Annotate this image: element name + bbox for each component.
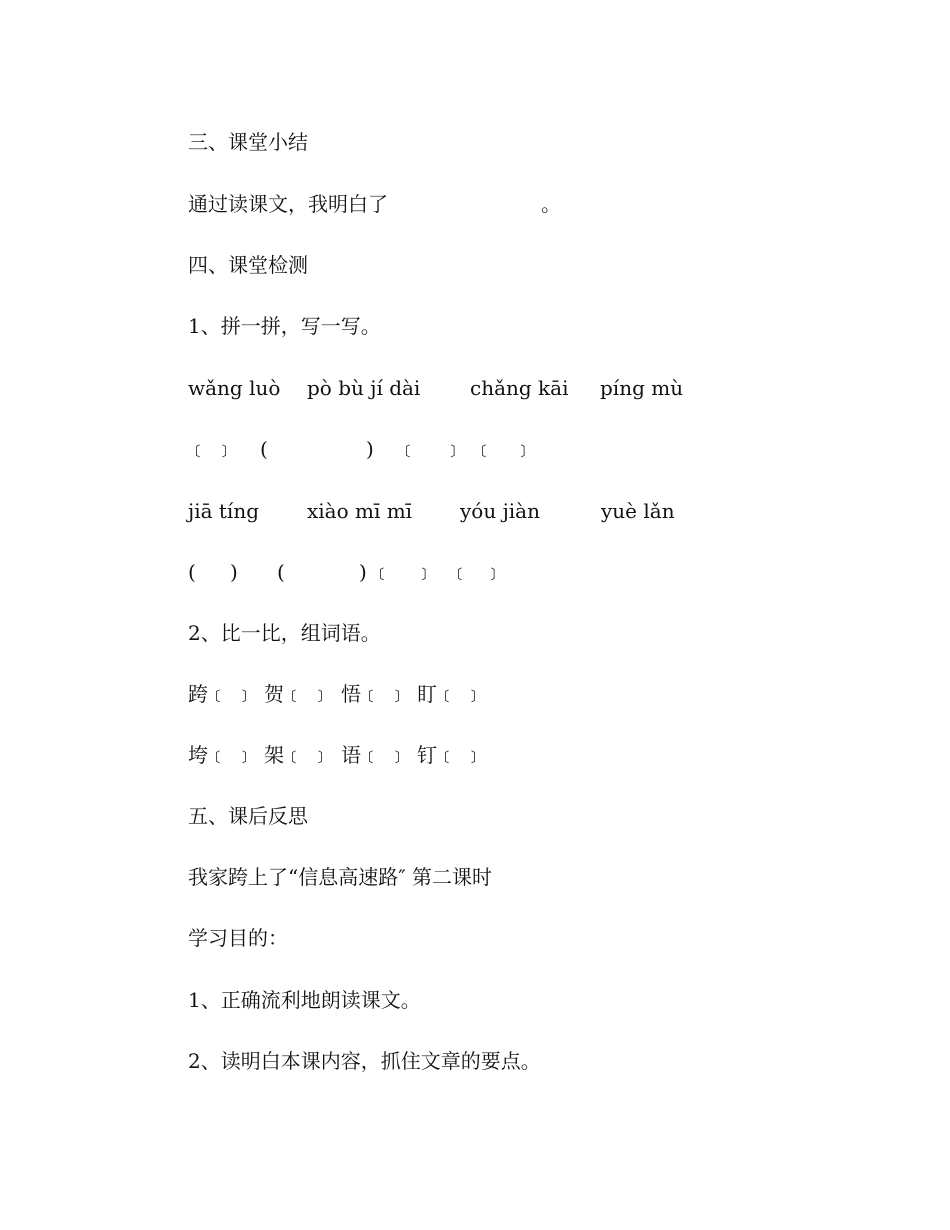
question-1-title: 1、拼一拼，写一写。 [188, 314, 381, 338]
pinyin-item: xiào mī mī [307, 499, 413, 523]
bracket: ( [260, 437, 268, 461]
pinyin-item: píng mù [600, 376, 684, 400]
objective-item: 2、读明白本课内容，抓住文章的要点。 [188, 1049, 541, 1073]
section-heading-test: 四、课堂检测 [188, 253, 308, 277]
pinyin-row-2 [188, 496, 675, 526]
compare-item: 悟﹝ ﹞ [341, 682, 408, 706]
pinyin-item: chǎng kāi [470, 376, 569, 400]
bracket: ﹝ [474, 437, 494, 461]
bracket: ) [366, 437, 374, 461]
bracket: ﹝ ﹞ [188, 437, 235, 461]
lesson-title: 我家跨上了“信息高速路″ 第二课时 [188, 865, 493, 889]
bracket: ﹝ [398, 437, 418, 461]
summary-end: 。 [541, 192, 561, 216]
bracket: ﹞ [414, 560, 434, 584]
compare-item: 跨﹝ ﹞ [188, 682, 255, 706]
compare-item: 盯﹝ ﹞ [417, 682, 484, 706]
bracket: ﹞ [443, 437, 463, 461]
question-2-title: 2、比一比，组词语。 [188, 621, 381, 645]
objectives-heading: 学习目的： [188, 926, 288, 950]
pinyin-item: wǎng luò [188, 376, 281, 400]
bracket: ( [277, 560, 285, 584]
summary-prefix: 通过读课文，我明白了 [188, 192, 388, 216]
section-heading-summary: 三、课堂小结 [188, 130, 308, 154]
bracket: ﹞ [483, 560, 503, 584]
pinyin-row-1 [188, 373, 684, 403]
bracket: ( [188, 560, 196, 584]
compare-item: 架﹝ ﹞ [264, 743, 331, 767]
pinyin-item: yuè lǎn [601, 499, 675, 523]
answer-brackets-row-2 [188, 557, 503, 587]
compare-item: 语﹝ ﹞ [341, 743, 408, 767]
compare-item: 垮﹝ ﹞ [188, 743, 255, 767]
compare-item: 贺﹝ ﹞ [264, 682, 331, 706]
bracket: ) [359, 560, 367, 584]
section-heading-reflection: 五、课后反思 [188, 804, 308, 828]
bracket: ﹝ [372, 560, 392, 584]
pinyin-item: jiā tíng [188, 499, 259, 523]
pinyin-item: yóu jiàn [460, 499, 540, 523]
bracket: ) [230, 560, 238, 584]
compare-row-2 [188, 740, 484, 770]
compare-item: 钉﹝ ﹞ [417, 743, 484, 767]
bracket: ﹝ [450, 560, 470, 584]
summary-sentence [188, 189, 561, 219]
pinyin-item: pò bù jí dài [307, 376, 421, 400]
answer-brackets-row-1 [188, 434, 533, 464]
bracket: ﹞ [513, 437, 533, 461]
objective-item: 1、正确流利地朗读课文。 [188, 988, 421, 1012]
compare-row-1 [188, 679, 484, 709]
